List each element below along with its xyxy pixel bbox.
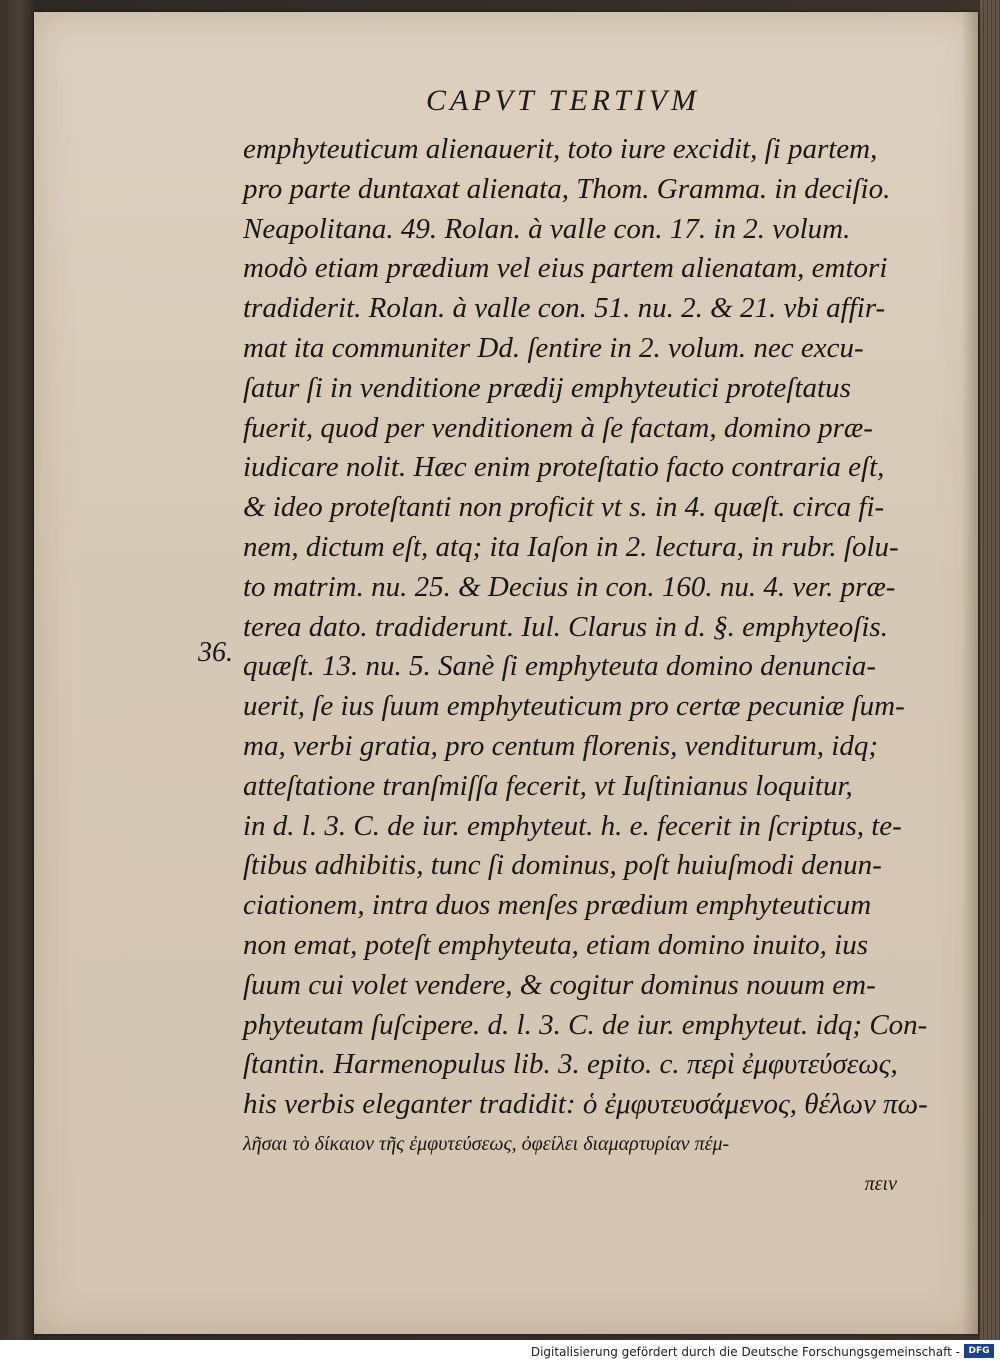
margin-number: 36.	[198, 637, 233, 668]
text-line: ſtantin. Harmenopulus lib. 3. epito. c. περὶ ἐμφυτεύσεως,	[243, 1048, 898, 1081]
text-line: emphyteuticum alienauerit, toto iure excidit, ſi partem,	[243, 133, 878, 165]
footer-bar	[0, 1340, 1000, 1363]
catchword: πειν	[864, 1172, 897, 1195]
text-line: mat ita communiter Dd. ſentire in 2. volum. nec excu-	[243, 331, 864, 364]
page-header: CAPVT TERTIVM	[426, 84, 700, 117]
text-line: nem, dictum eſt, atq; ita Iaſon in 2. lectura, in rubr. ſolu-	[243, 530, 899, 563]
text-line: fuerit, quod per venditionem à ſe factam, domino præ-	[243, 411, 873, 444]
text-line: tradiderit. Rolan. à valle con. 51. nu. 2. & 21. vbi affir-	[243, 292, 886, 325]
text-line: phyteutam ſuſcipere. d. l. 3. C. de iur. emphyteut. idq; Con-	[243, 1008, 928, 1041]
text-line: pro parte duntaxat alienata, Thom. Gramma. in deciſio.	[243, 172, 891, 205]
text-line: ſuum cui volet vendere, & cogitur dominus nouum em-	[243, 968, 876, 1001]
text-line: non emat, poteſt emphyteuta, etiam domino inuito, ius	[243, 928, 869, 961]
text-line: his verbis eleganter tradidit: ὁ ἐμφυτευσάμενος, θέλων πω-	[243, 1088, 928, 1121]
text-line: ſatur ſi in venditione prædij emphyteutici proteſtatus	[243, 371, 851, 404]
footer-credit: Digitalisierung gefördert durch die Deutsche Forschungsgemeinschaft -	[530, 1345, 960, 1359]
text-line: to matrim. nu. 25. & Decius in con. 160. nu. 4. ver. præ-	[243, 570, 896, 603]
text-line: atteſtatione tranſmiſſa fecerit, vt Iuſtinianus loquitur,	[243, 769, 853, 802]
text-line: iudicare nolit. Hæc enim proteſtatio facto contraria eſt,	[243, 451, 885, 484]
text-line: modò etiam prædium vel eius partem alienatam, emtori	[243, 252, 888, 285]
text-line: terea dato. tradiderunt. Iul. Clarus in d. §. emphyteoſis.	[243, 610, 888, 643]
text-line: in d. l. 3. C. de iur. emphyteut. h. e. fecerit in ſcriptus, te-	[243, 809, 902, 842]
dfg-logo-icon[interactable]: DFG	[964, 1344, 994, 1358]
text-line: ma, verbi gratia, pro centum florenis, venditurum, idq;	[243, 729, 878, 762]
book-edge	[980, 0, 1000, 1340]
text-line: & ideo proteſtanti non proficit vt s. in 4. quæſt. circa fi-	[243, 491, 885, 524]
text-line: quæſt. 13. nu. 5. Sanè ſi emphyteuta domino denuncia-	[243, 650, 877, 683]
text-line: ciationem, intra duos menſes prædium emphyteuticum	[243, 889, 872, 922]
text-line: ſtibus adhibitis, tunc ſi dominus, poſt huiuſmodi denun-	[243, 849, 882, 882]
body-text	[243, 130, 928, 1205]
greek-text-line: λῆσαι τὸ δίκαιον τῆς ἐμφυτεύσεως, ὀφείλει διαμαρτυρίαν πέμ-	[243, 1132, 730, 1155]
text-line: uerit, ſe ius ſuum emphyteuticum pro certæ pecuniæ ſum-	[243, 690, 905, 723]
text-line: Neapolitana. 49. Rolan. à valle con. 17. in 2. volum.	[243, 212, 851, 245]
